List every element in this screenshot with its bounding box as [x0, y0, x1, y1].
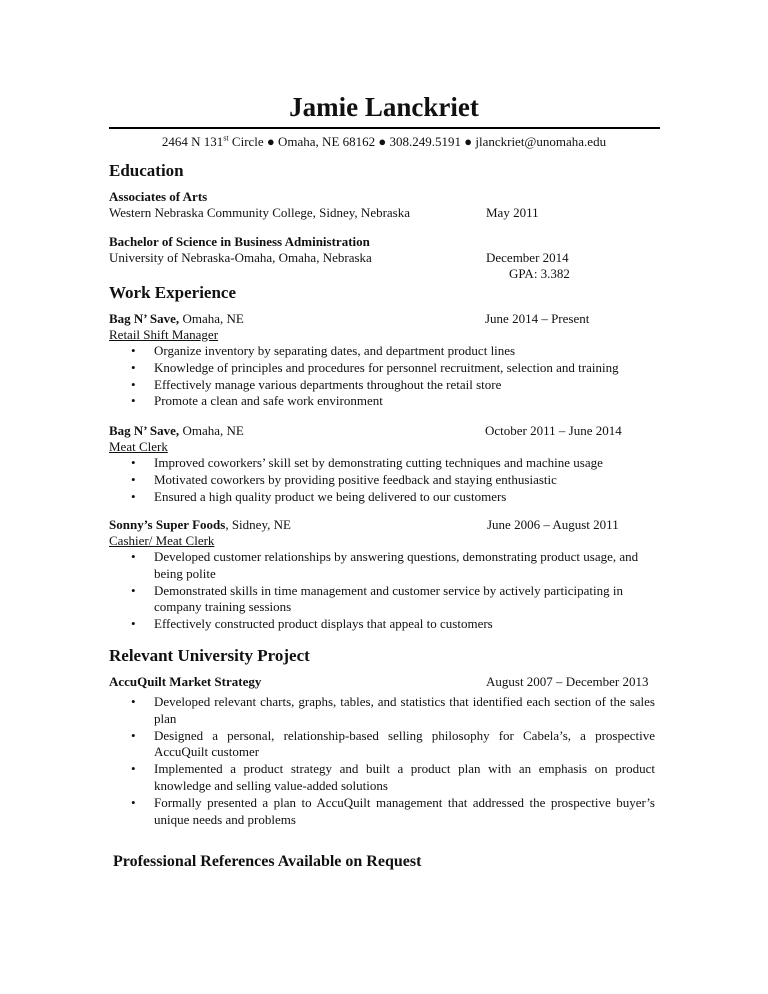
job-employer: Bag N’ Save, Omaha, NE — [109, 311, 244, 326]
job-dates: October 2011 – June 2014 — [485, 423, 622, 438]
project-heading: Relevant University Project — [109, 646, 310, 665]
contact-line: 2464 N 131st Circle ● Omaha, NE 68162 ● 308.249.5191 ● jlanckriet@unomaha.edu — [161, 133, 607, 149]
job-employer: Bag N’ Save, Omaha, NE — [109, 423, 244, 438]
project-name: AccuQuilt Market Strategy — [109, 674, 262, 689]
education-heading: Education — [109, 161, 184, 180]
list-item: • Improved coworkers’ skill set by demonstrating cutting techniques and machine usage — [109, 455, 660, 472]
list-item: • Effectively manage various departments throughout the retail store — [109, 377, 660, 394]
job-bullets — [109, 343, 660, 410]
list-item: • Developed relevant charts, graphs, tables, and statistics that identified each section of the sales plan — [109, 694, 655, 728]
job-title: Retail Shift Manager — [109, 327, 219, 342]
degree-gpa: GPA: 3.382 — [509, 266, 570, 281]
degree-title: Bachelor of Science in Business Administration — [109, 234, 370, 249]
list-item: • Effectively constructed product displays that appeal to customers — [109, 616, 660, 633]
references-note: Professional References Available on Request — [113, 853, 422, 870]
job-title: Cashier/ Meat Clerk — [109, 533, 215, 548]
list-item: • Developed customer relationships by answering questions, demonstrating product usage, and being polite — [109, 549, 660, 583]
degree-title: Associates of Arts — [109, 189, 208, 204]
list-item: • Ensured a high quality product we being delivered to our customers — [109, 489, 660, 506]
project-bullets — [109, 694, 655, 828]
degree-date: May 2011 — [486, 205, 539, 220]
job-employer: Sonny’s Super Foods, Sidney, NE — [109, 517, 291, 532]
job-bullets — [109, 549, 660, 633]
degree-school: Western Nebraska Community College, Sidney, Nebraska — [109, 205, 411, 220]
job-title: Meat Clerk — [109, 439, 168, 454]
list-item: • Demonstrated skills in time management and customer service by actively participating in company training sessions — [109, 583, 660, 617]
list-item: • Designed a personal, relationship-based selling philosophy for Cabela’s, a prospective AccuQuilt customer — [109, 728, 655, 762]
job-bullets — [109, 455, 660, 505]
job-dates: June 2014 – Present — [485, 311, 590, 326]
work-heading: Work Experience — [109, 283, 237, 302]
project-dates: August 2007 – December 2013 — [486, 674, 649, 689]
list-item: • Motivated coworkers by providing positive feedback and staying enthusiastic — [109, 472, 660, 489]
list-item: • Knowledge of principles and procedures for personnel recruitment, selection and training — [109, 360, 660, 377]
list-item: • Formally presented a plan to AccuQuilt management that addressed the prospective buyer’s unique needs and problems — [109, 795, 655, 829]
list-item: • Organize inventory by separating dates, and department product lines — [109, 343, 660, 360]
list-item: • Promote a clean and safe work environment — [109, 393, 660, 410]
list-item: • Implemented a product strategy and built a product plan with an emphasis on product knowledge and selling value-added solutions — [109, 761, 655, 795]
job-dates: June 2006 – August 2011 — [487, 517, 619, 532]
degree-school: University of Nebraska-Omaha, Omaha, Nebraska — [109, 250, 372, 265]
degree-date: December 2014 — [486, 250, 569, 265]
resume-name: Jamie Lanckriet — [289, 92, 479, 122]
header-divider — [109, 127, 660, 129]
